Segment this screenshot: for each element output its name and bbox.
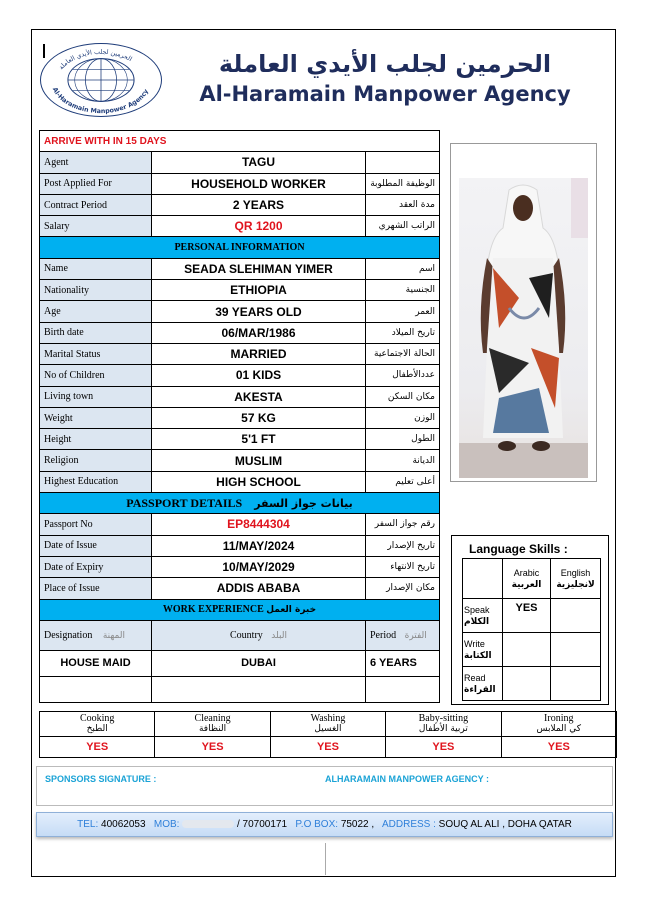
field-label: Weight: [40, 407, 152, 428]
skill-header: [270, 712, 385, 737]
skill-value: YES: [40, 737, 155, 758]
skill-name-arabic: الغسيل: [314, 724, 342, 734]
field-value: 57 KG: [152, 407, 366, 428]
logo-arabic-text: الحرمين لجلب الأيدي العاملة: [57, 48, 134, 72]
personal-info-heading: PERSONAL INFORMATION: [40, 237, 440, 258]
field-label-arabic: مدة العقد: [366, 194, 440, 215]
empty-cell: [152, 676, 366, 702]
english-label-ar: لانجليزية: [556, 579, 595, 590]
designation-label-ar: المهنة: [102, 630, 125, 641]
agency-title-english: Al-Haramain Manpower Agency: [199, 82, 571, 106]
empty-cell: [463, 559, 503, 599]
mob-value: / 70700171: [237, 819, 288, 830]
field-label-arabic: الوظيفة المطلوبة: [366, 173, 440, 194]
skill-name: Cooking: [79, 713, 115, 724]
signature-box: [36, 766, 613, 806]
skill-name: Cleaning: [194, 713, 231, 724]
field-label-arabic: تاريخ الميلاد: [366, 322, 440, 343]
skill-name: Ironing: [544, 713, 574, 724]
table-row: [40, 429, 440, 450]
passport-heading-en: PASSPORT DETAILS: [126, 495, 243, 510]
country-label-ar: البلد: [271, 630, 287, 641]
table-row: [40, 280, 440, 301]
agency-signature-label: ALHARAMAIN MANPOWER AGENCY :: [325, 774, 489, 784]
work-heading-ar: خبرة العمل: [266, 605, 317, 616]
passport-heading: [40, 493, 440, 514]
field-label-arabic: الجنسية: [366, 280, 440, 301]
biodata-table: [39, 130, 440, 703]
arabic-label-ar: العربية: [511, 579, 542, 590]
write-arabic-value: [503, 633, 551, 667]
language-skills-box: [451, 535, 609, 705]
english-header: [551, 559, 601, 599]
field-label: No of Children: [40, 365, 152, 386]
field-label: Marital Status: [40, 343, 152, 364]
agency-logo: [40, 43, 162, 117]
contact-footer: [36, 812, 613, 837]
field-label-arabic: عددالأطفال: [366, 365, 440, 386]
skill-name-arabic: النظافة: [198, 724, 227, 734]
speak-label: Speak: [464, 604, 490, 615]
work-country: DUBAI: [152, 650, 366, 676]
write-row-header: [463, 633, 503, 667]
applicant-photo: [459, 178, 588, 478]
write-label-ar: الكتابة: [464, 650, 492, 661]
work-designation: HOUSE MAID: [40, 650, 152, 676]
field-label: Birth date: [40, 322, 152, 343]
table-row: [40, 578, 440, 599]
designation-label: Designation: [44, 629, 93, 641]
field-label: Place of Issue: [40, 578, 152, 599]
designation-header: [40, 620, 152, 650]
pobox-value: 75022 ,: [340, 819, 375, 830]
period-header: [366, 620, 440, 650]
skill-header: [40, 712, 155, 737]
table-row: [40, 343, 440, 364]
field-label-arabic: تاريخ الإصدار: [366, 535, 440, 556]
table-row: [40, 556, 440, 577]
mob-label: MOB:: [153, 819, 180, 830]
read-label: Read: [464, 672, 486, 683]
work-period: 6 YEARS: [366, 650, 440, 676]
table-row: [40, 152, 440, 173]
work-experience-heading: [40, 599, 440, 620]
pobox-label: P.O BOX:: [295, 819, 339, 830]
empty-cell: [366, 676, 440, 702]
field-value: QR 1200: [152, 216, 366, 237]
footer-divider: [325, 843, 326, 875]
table-row: [40, 365, 440, 386]
field-value: ADDIS ABABA: [152, 578, 366, 599]
write-english-value: [551, 633, 601, 667]
table-row: [40, 194, 440, 215]
field-value: 10/MAY/2029: [152, 556, 366, 577]
field-label: Date of Expiry: [40, 556, 152, 577]
field-value: 01 KIDS: [152, 365, 366, 386]
skill-value: YES: [155, 737, 270, 758]
address-label: ADDRESS :: [381, 819, 436, 830]
read-english-value: [551, 667, 601, 701]
field-label: Nationality: [40, 280, 152, 301]
field-label-arabic: رقم جواز السفر: [366, 514, 440, 535]
field-label-arabic: الوزن: [366, 407, 440, 428]
skill-header: [501, 712, 616, 737]
read-label-ar: القراءة: [464, 684, 496, 695]
text-cursor: [43, 44, 45, 58]
field-label: Height: [40, 429, 152, 450]
logo-english-text: Al-Haramain Manpower Agency: [50, 86, 151, 116]
skill-name: Washing: [310, 713, 346, 724]
table-row: [40, 407, 440, 428]
field-value: SEADA SLEHIMAN YIMER: [152, 258, 366, 279]
field-value: HIGH SCHOOL: [152, 471, 366, 492]
field-label-arabic: الطول: [366, 429, 440, 450]
passport-heading-ar: بيانات جواز السفر: [254, 496, 353, 510]
read-arabic-value: [503, 667, 551, 701]
field-value: 39 YEARS OLD: [152, 301, 366, 322]
work-row-empty: [40, 676, 440, 702]
work-row: [40, 650, 440, 676]
arrival-notice: ARRIVE WITH IN 15 DAYS: [40, 131, 440, 152]
field-label: Date of Issue: [40, 535, 152, 556]
field-label-arabic: الديانة: [366, 450, 440, 471]
field-value: AKESTA: [152, 386, 366, 407]
tel-label: TEL:: [77, 819, 99, 830]
speak-row-header: [463, 599, 503, 633]
english-label: English: [560, 567, 591, 578]
field-label-arabic: [366, 152, 440, 173]
field-value: EP8444304: [152, 514, 366, 535]
field-value: 2 YEARS: [152, 194, 366, 215]
field-value: ETHIOPIA: [152, 280, 366, 301]
table-row: [40, 535, 440, 556]
table-row: [40, 450, 440, 471]
skill-value: YES: [501, 737, 616, 758]
field-value: MARRIED: [152, 343, 366, 364]
field-label-arabic: الحالة الاجتماعية: [366, 343, 440, 364]
skill-name-arabic: تربية الأطفال: [418, 724, 468, 734]
field-label-arabic: تاريخ الانتهاء: [366, 556, 440, 577]
field-value: 5'1 FT: [152, 429, 366, 450]
agency-title-arabic: الحرمين لجلب الأيدي العاملة: [218, 50, 552, 78]
field-label: Age: [40, 301, 152, 322]
table-row: [40, 216, 440, 237]
sponsor-signature-label: SPONSORS SIGNATURE :: [45, 774, 157, 784]
field-label-arabic: مكان السكن: [366, 386, 440, 407]
speak-english-value: [551, 599, 601, 633]
skill-header: [386, 712, 501, 737]
language-skills-table: [462, 558, 601, 701]
field-value: 06/MAR/1986: [152, 322, 366, 343]
skills-table: [39, 711, 617, 758]
field-label: Religion: [40, 450, 152, 471]
table-row: [40, 322, 440, 343]
write-label: Write: [464, 638, 485, 649]
field-label-arabic: مكان الإصدار: [366, 578, 440, 599]
read-row-header: [463, 667, 503, 701]
table-row: [40, 386, 440, 407]
field-label: Passport No: [40, 514, 152, 535]
field-label: Contract Period: [40, 194, 152, 215]
field-value: TAGU: [152, 152, 366, 173]
skill-name: Baby-sitting: [418, 713, 469, 724]
language-skills-title: Language Skills :: [469, 542, 568, 556]
field-label: Name: [40, 258, 152, 279]
field-label-arabic: الراتب الشهري: [366, 216, 440, 237]
field-value: MUSLIM: [152, 450, 366, 471]
speak-label-ar: الكلام: [464, 616, 490, 627]
country-header: [152, 620, 366, 650]
skill-name-arabic: الطبخ: [86, 724, 108, 734]
redacted-number: [182, 820, 234, 828]
field-label: Highest Education: [40, 471, 152, 492]
period-label: Period: [370, 629, 397, 641]
arabic-header: [503, 559, 551, 599]
empty-cell: [40, 676, 152, 702]
field-label: Living town: [40, 386, 152, 407]
period-label-ar: الفترة: [404, 630, 427, 641]
field-label-arabic: اسم: [366, 258, 440, 279]
skill-value: YES: [386, 737, 501, 758]
address-value: SOUQ AL ALI , DOHA QATAR: [438, 819, 572, 830]
applicant-photo-frame: [450, 143, 597, 482]
field-label: Post Applied For: [40, 173, 152, 194]
field-label: Agent: [40, 152, 152, 173]
field-label-arabic: أعلى تعليم: [366, 471, 440, 492]
tel-value: 40062053: [101, 819, 146, 830]
work-heading-en: WORK EXPERIENCE: [162, 604, 264, 616]
field-label: Salary: [40, 216, 152, 237]
field-value: 11/MAY/2024: [152, 535, 366, 556]
skill-value: YES: [270, 737, 385, 758]
table-row: [40, 514, 440, 535]
table-row: [40, 301, 440, 322]
field-label-arabic: العمر: [366, 301, 440, 322]
country-label: Country: [230, 629, 263, 641]
skill-header: [155, 712, 270, 737]
arabic-label: Arabic: [513, 567, 540, 578]
table-row: [40, 471, 440, 492]
field-value: HOUSEHOLD WORKER: [152, 173, 366, 194]
speak-arabic-value: YES: [503, 599, 551, 633]
skill-name-arabic: كي الملابس: [536, 724, 581, 734]
table-row: [40, 173, 440, 194]
table-row: [40, 258, 440, 279]
